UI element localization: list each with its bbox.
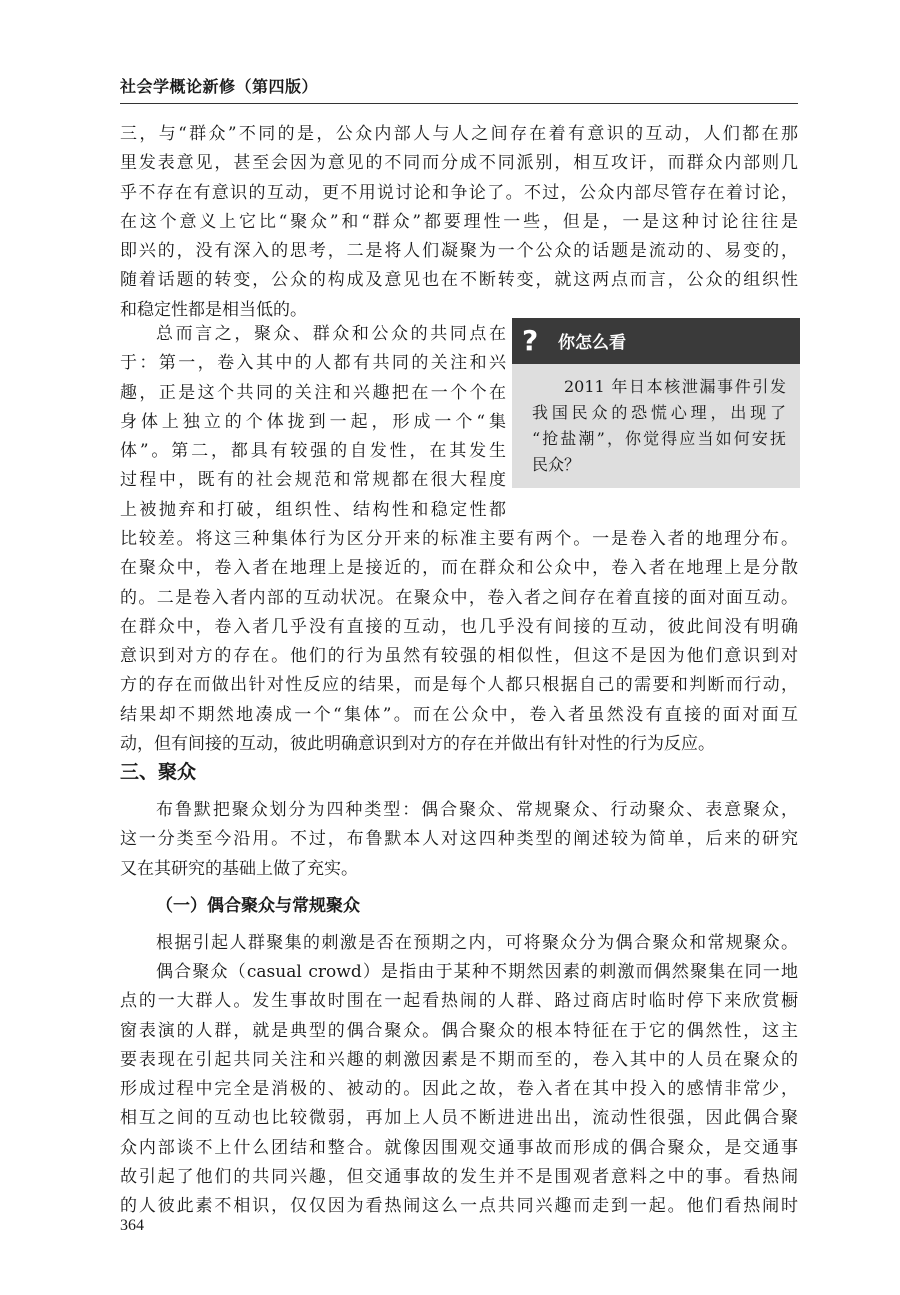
sidebar-line: 我国民众的恐慌心理，出现了 xyxy=(532,403,786,422)
text-line: 趣，正是这个共同的关注和兴趣把在一个个在 xyxy=(120,382,506,403)
text-line: 布鲁默把聚众划分为四种类型：偶合聚众、常规聚众、行动聚众、表意聚众， xyxy=(156,800,798,820)
text-line: 要表现在引起共同关注和兴趣的刺激因素是不期而至的，卷入其中的人员在聚众的 xyxy=(120,1049,798,1070)
running-header: 社会学概论新修（第四版） xyxy=(120,77,319,96)
text-line: 总而言之，聚众、群众和公众的共同点在 xyxy=(156,324,506,344)
text-line: 过程中，既有的社会规范和常规都在很大程度 xyxy=(120,470,506,491)
header-rule xyxy=(120,103,798,104)
text-line: 比较差。将这三种集体行为区分开来的标准主要有两个。一是卷入者的地理分布。 xyxy=(120,529,798,549)
text-line: 在聚众中，卷入者在地理上是接近的，而在群众和公众中，卷入者在地理上是分散 xyxy=(120,558,798,579)
paragraph-3 xyxy=(120,796,798,884)
sidebar-title: 你怎么看 xyxy=(558,333,626,353)
text-line: 乎不存在有意识的互动，更不用说讨论和争论了。不过，公众内部尽管存在着讨论， xyxy=(120,182,798,203)
paragraph-2-continued xyxy=(120,525,798,759)
text-line: 体”。第二，都具有较强的自发性，在其发生 xyxy=(120,441,506,462)
text-line: 身体上独立的个体拢到一起，形成一个“集 xyxy=(120,411,506,432)
sidebar-body xyxy=(532,374,786,478)
section-heading: 三、聚众 xyxy=(120,761,197,783)
text-line: 三，与“群众”不同的是，公众内部人与人之间存在着有意识的互动，人们都在那 xyxy=(120,124,798,144)
text-line: 众内部谈不上什么团结和整合。就像因围观交通事故而形成的偶合聚众，是交通事 xyxy=(120,1137,798,1158)
subsection-heading: （一）偶合聚众与常规聚众 xyxy=(156,896,360,916)
text-line: 和稳定性都是相当低的。 xyxy=(120,299,307,320)
text-line: 意识到对方的存在。他们的行为虽然有较强的相似性，但这不是因为他们意识到对 xyxy=(120,646,798,667)
paragraph-5 xyxy=(120,958,798,1222)
paragraph-1 xyxy=(120,120,798,325)
text-line: 又在其研究的基础上做了充实。 xyxy=(120,858,358,879)
text-line: 形成过程中完全是消极的、被动的。因此之故，卷入者在其中投入的感情非常少， xyxy=(120,1079,798,1100)
text-line: 的人彼此素不相识，仅仅因为看热闹这么一点共同兴趣而走到一起。他们看热闹时 xyxy=(120,1196,798,1217)
sidebar-line: 2011 年日本核泄漏事件引发 xyxy=(564,377,786,396)
sidebar-header xyxy=(512,318,800,364)
text-line: 于：第一，卷入其中的人都有共同的关注和兴 xyxy=(120,353,506,374)
question-mark-icon: ? xyxy=(522,324,539,357)
text-line: 在群众中，卷入者几乎没有直接的互动，也几乎没有间接的互动，彼此间没有明确 xyxy=(120,616,798,637)
paragraph-2-wrap xyxy=(120,320,506,525)
sidebar-line: 民众？ xyxy=(532,455,581,474)
text-line: 相互之间的互动也比较微弱，再加上人员不断进进出出，流动性很强，因此偶合聚 xyxy=(120,1108,798,1129)
text-line: 窗表演的人群，就是典型的偶合聚众。偶合聚众的根本特征在于它的偶然性，这主 xyxy=(120,1020,798,1041)
page-number: 364 xyxy=(120,1217,144,1234)
discussion-sidebar xyxy=(512,318,800,488)
text-line: 上被抛弃和打破，组织性、结构性和稳定性都 xyxy=(120,499,506,520)
text-line: 方的存在而做出针对性反应的结果，而是每个人都只根据自己的需要和判断而行动， xyxy=(120,675,798,696)
text-line: 的。二是卷入者内部的互动状况。在聚众中，卷入者之间存在着直接的面对面互动。 xyxy=(120,587,798,608)
text-line: 在这个意义上它比“聚众”和“群众”都要理性一些，但是，一是这种讨论往往是 xyxy=(120,211,798,232)
paragraph-4 xyxy=(120,929,798,958)
text-line: 根据引起人群聚集的刺激是否在预期之内，可将聚众分为偶合聚众和常规聚众。 xyxy=(156,933,798,953)
text-line: 偶合聚众（casual crowd）是指由于某种不期然因素的刺激而偶然聚集在同一地 xyxy=(156,962,798,982)
text-line: 随着话题的转变，公众的构成及意见也在不断转变，就这两点而言，公众的组织性 xyxy=(120,270,798,291)
text-line: 即兴的，没有深入的思考，二是将人们凝聚为一个公众的话题是流动的、易变的， xyxy=(120,241,798,262)
text-line: 故引起了他们的共同兴趣，但交通事故的发生并不是围观者意料之中的事。看热闹 xyxy=(120,1167,798,1188)
text-line: 里发表意见，甚至会因为意见的不同而分成不同派别，相互攻讦，而群众内部则几 xyxy=(120,153,798,174)
text-line: 动，但有间接的互动，彼此明确意识到对方的存在并做出有针对性的行为反应。 xyxy=(120,734,715,755)
sidebar-line: “抢盐潮”，你觉得应当如何安抚 xyxy=(532,429,786,448)
text-line: 这一分类至今沿用。不过，布鲁默本人对这四种类型的阐述较为简单，后来的研究 xyxy=(120,829,798,850)
text-line: 点的一大群人。发生事故时围在一起看热闹的人群、路过商店时临时停下来欣赏橱 xyxy=(120,991,798,1012)
text-line: 结果却不期然地凑成一个“集体”。而在公众中，卷入者虽然没有直接的面对面互 xyxy=(120,704,798,725)
